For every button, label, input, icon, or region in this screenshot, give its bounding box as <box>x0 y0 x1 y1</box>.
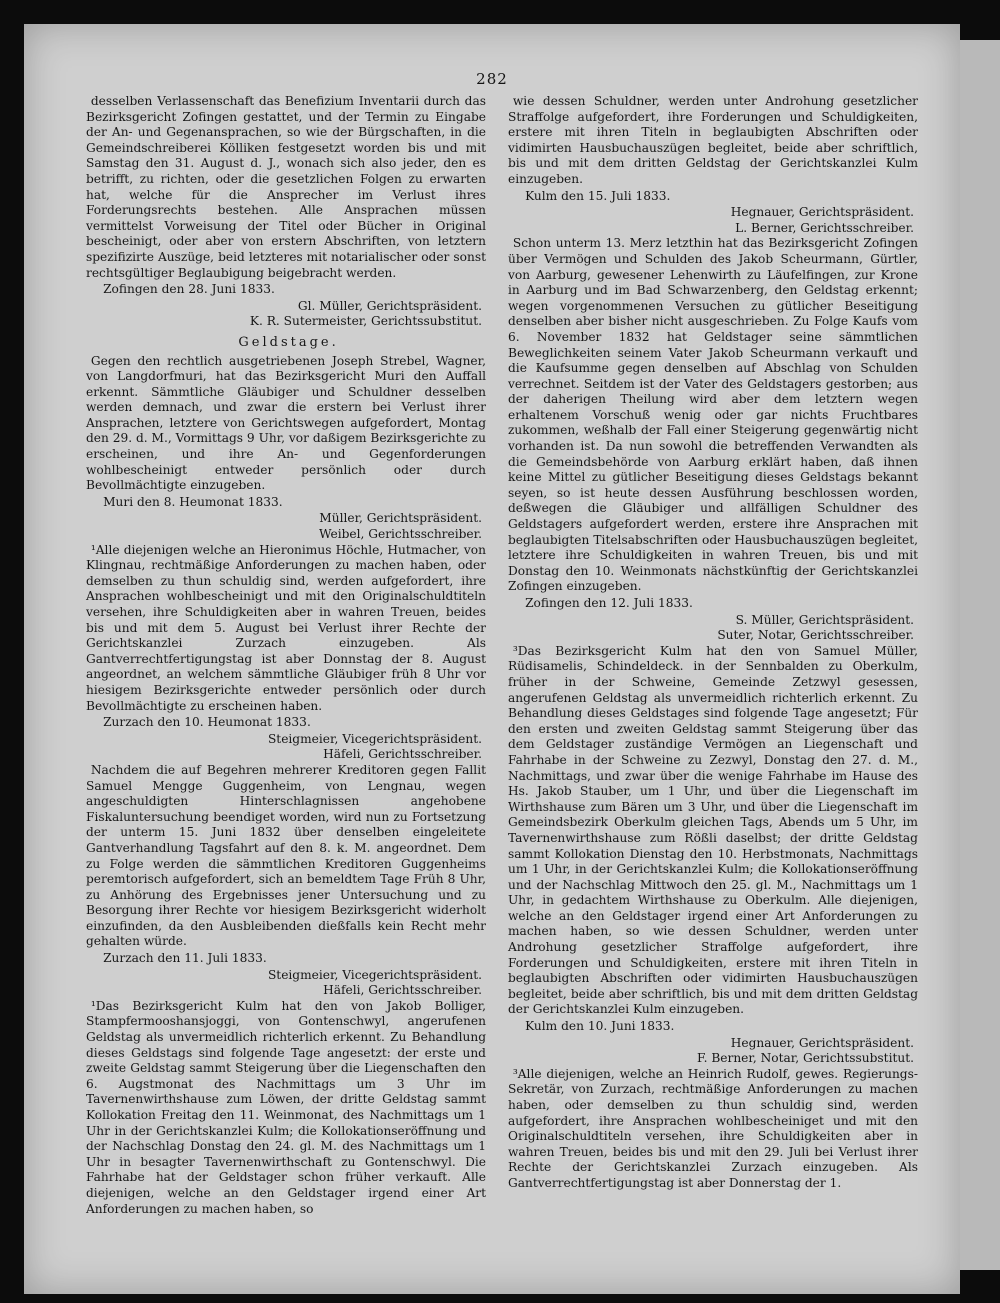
left-signature-line: Weibel, Gerichtsschreiber. <box>318 527 482 542</box>
left-column <box>86 94 486 1218</box>
right-signature-line: S. Müller, Gerichtspräsident. <box>735 612 914 627</box>
left-signature-line: Häfeli, Gerichtsschreiber. <box>323 983 482 998</box>
right-signature-line: F. Berner, Notar, Gerichtssubstitut. <box>697 1051 914 1066</box>
right-signature-line: Suter, Notar, Gerichtsschreiber. <box>717 628 914 643</box>
right-notice-paragraph: wie dessen Schuldner, werden unter Androhung gesetzlicher Straffolge aufgefordert, ihre Forderungen und Schuldigkeiten, erstere mit ihren Titeln in beglaubigten Abschriften oder vidimirten Hausbuchauszügen begleitet, beide aber schriftlich, bis und mit dem dritten Geldstag der Gerichtskanzlei Kulm einzugeben. <box>508 94 918 186</box>
left-dateline: Muri den 8. Heumonat 1833. <box>103 494 283 509</box>
right-notice-paragraph: Schon unterm 13. Merz letzthin hat das Bezirksgericht Zofingen über Vermögen und Schulden des Jakob Scheurmann, Gürtler, von Aarburg, gewesener Lehenwirth zu Läufelfingen, zur Krone in Aarburg und im Bad Schwarzenberg, den Geldstag erkennt; wegen vorgenommenen Versuchen zu gütlicher Beseitigung denselben aber bisher nicht ausgeschrieben. Zu Folge Kaufs vom 6. November 1832 hat Geldstager seine sämmtlichen Beweglichkeiten seinem Vater Jakob Scheurmann verkauft und die Kaufsumme gegen denselben auf Abschlag von Schulden verrechnet. Seitdem ist der Vater des Geldstagers gestorben; aus der daherigen Theilung wird aber dem letztern wegen erhaltenem Vorschuß wenig oder gar nichts Fruchtbares zukommen, weßhalb der Fall einer Steigerung gegenwärtig nicht vorhanden ist. Da nun sowohl die betreffenden Verwandten als die Gemeindsbehörde von Aarburg erklärt haben, daß ihnen keine Mittel zu gütlicher Beseitigung dieses Geldstags bekannt seyen, so ist heute dessen Ausführung beschlossen worden, deßwegen die Gläubiger und allfälligen Schuldner des Geldstagers aufgefordert werden, erstere ihre Ansprachen mit beglaubigten Titelsabschriften oder Hausbuchauszügen begleitet, letztere ihre Schuldigkeiten in wahren Treuen, bis und mit Donstag den 10. Weinmonats nächstkünftig der Gerichtskanzlei Zofingen einzugeben. <box>508 236 918 594</box>
left-dateline: Zofingen den 28. Juni 1833. <box>103 282 275 297</box>
left-signature-line: Gl. Müller, Gerichtspräsident. <box>297 298 482 313</box>
left-notice-paragraph: Nachdem die auf Begehren mehrerer Kreditoren gegen Fallit Samuel Mengge Guggenheim, von Lengnau, wegen angeschuldigten Hinterschlagnissen angehobene Fiskaluntersuchung beendiget worden, wird nun zu Fortsetzung der unterm 15. Juni 1832 über denselben eingeleitete Gantverhandlung Tagsfahrt auf den 8. k. M. angeordnet. Dem zu Folge werden die sämmtlichen Kreditoren Guggenheims peremtorisch aufgefordert, sich an bemeldtem Tage Früh 8 Uhr, zu Anhörung des Ergebnisses jener Untersuchung und zu Besorgung ihrer Rechte vor hiesigem Bezirksgericht widerholt einzufinden, da den Ausbleibenden dießfalls kein Recht mehr gehalten würde. <box>86 762 486 949</box>
right-notice-paragraph: ³Alle diejenigen, welche an Heinrich Rudolf, gewes. Regierungs-Sekretär, von Zurzach, rechtmäßige Anforderungen zu machen haben, oder demselben zu thun schuldig sind, werden aufgefordert, ihre Ansprachen wohlbescheiniget und mit den Originalschuldtiteln versehen, ihre Schuldigkeiten aber in wahren Treuen, beides bis und mit den 29. Juli bei Verlust ihrer Rechte der Gerichtskanzlei Zurzach einzugeben. Als Gantverrechtfertigungstag ist aber Donnerstag der 1. <box>508 1066 918 1190</box>
right-dateline: Kulm den 15. Juli 1833. <box>525 188 671 203</box>
page-number: 282 <box>476 70 508 88</box>
adjacent-page-edge <box>960 40 1000 1270</box>
left-notice-paragraph: ¹Alle diejenigen welche an Hieronimus Höchle, Hutmacher, von Klingnau, rechtmäßige Anforderungen zu machen haben, oder demselben zu thun schuldig sind, werden aufgefordert, ihre Ansprachen wohlbescheinigt und mit den Originalschuldtiteln versehen, ihre Schuldigkeiten aber in wahren Treuen, beides bis und mit dem 5. August bei Verlust ihrer Rechte der Gerichtskanzlei Zurzach einzugeben. Als Gantverrechtfertigungstag ist aber Donnstag der 8. August angeordnet, an welchem sämmtliche Gläubiger früh 8 Uhr vor hiesigem Bezirksgerichte entweder persönlich oder durch Bevollmächtigte zu erscheinen haben. <box>86 542 486 713</box>
left-notice-paragraph: Gegen den rechtlich ausgetriebenen Joseph Strebel, Wagner, von Langdorfmuri, hat das Bezirksgericht Muri den Auffall erkennt. Sämmtliche Gläubiger und Schuldner desselben werden demnach, und zwar die erstern bei Verlust ihrer Ansprachen, letztere von Gerichtswegen aufgefordert, Montag den 29. d. M., Vormittags 9 Uhr, vor daßigem Bezirksgerichte zu erscheinen, und ihre An- und Gegenforderungen wohlbescheinigt entweder persönlich oder durch Bevollmächtigte einzugeben. <box>86 353 487 493</box>
right-signature-line: Hegnauer, Gerichtspräsident. <box>730 1035 914 1050</box>
left-dateline: Zurzach den 11. Juli 1833. <box>103 951 267 966</box>
newspaper-page <box>24 24 960 1294</box>
right-notice-paragraph: ³Das Bezirksgericht Kulm hat den von Samuel Müller, Rüdisamelis, Schindeldeck. in der Sennbalden zu Oberkulm, früher in der Schweine, Gemeinde Zetzwyl gesessen, angerufenen Geldstag als unvermeidlich richterlich erkennt. Zu Behandlung dieses Geldstages sind folgende Tage angesetzt; Für den ersten und zweiten Geldstag sammt Steigerung über das dem Geldstager zuständige Vermögen an Liegenschaft und Fahrhabe in der Schweine zu Zezwyl, Donstag den 27. d. M., Nachmittags, und zwar über die wenige Fahrhabe im Hause des Hs. Jakob Stauber, um 1 Uhr, und über die Liegenschaft im Wirthshause zum Bären um 3 Uhr, und über die Liegenschaft im Gemeindsbezirk Oberkulm gleichen Tags, Abends um 5 Uhr, im Tavernenwirthshause zum Rößli daselbst; der dritte Geldstag sammt Kollokation Dienstag den 10. Herbstmonats, Nachmittags um 1 Uhr, in der Gerichtskanzlei Kulm; die Kollokationseröffnung und der Nachschlag Mittwoch den 25. gl. M., Nachmittags um 1 Uhr, in gedachtem Wirthshause zu Oberkulm. Alle diejenigen, welche an den Geldstager irgend einer Art Anforderungen zu machen haben, so wie dessen Schuldner, werden unter Androhung gesetzlicher Straffolge aufgefordert, ihre Forderungen und Schuldigkeiten, erstere mit ihren Titeln in beglaubigten Abschriften oder vidimirten Hausbuchauszügen begleitet, beide aber schriftlich, bis und mit dem dritten Geldstag der Gerichtskanzlei Kulm einzugeben. <box>508 643 918 1017</box>
left-signature-line: Steigmeier, Vicegerichtspräsident. <box>267 967 482 982</box>
left-notice-paragraph: ¹Das Bezirksgericht Kulm hat den von Jakob Bolliger, Stampfermooshansjoggi, von Gontenschwyl, angerufenen Geldstag als unvermeidlich richterlich erkennt. Zu Behandlung dieses Geldstags sind folgende Tage angesetzt: der erste und zweite Geldstag sammt Steigerung über die Liegenschaften den 6. Augstmonat des Nachmittags um 3 Uhr im Tavernenwirthshause zum Löwen, der dritte Geldstag sammt Kollokation Freitag den 11. Weinmonat, des Nachmittags um 1 Uhr in der Gerichtskanzlei Kulm; die Kollokationseröffnung und der Nachschlag Donstag den 24. gl. M. des Nachmittags um 1 Uhr in besagter Tavernenwirthschaft zu Gontenschwyl. Die Fahrhabe hat der Geldstager schon früher verkauft. Alle diejenigen, welche an den Geldstager irgend einer Art Anforderungen zu machen haben, so <box>86 998 486 1216</box>
right-signature-line: L. Berner, Gerichtsschreiber. <box>735 220 914 235</box>
left-dateline: Zurzach den 10. Heumonat 1833. <box>103 715 311 730</box>
left-signature-line: K. R. Sutermeister, Gerichtssubstitut. <box>249 314 482 329</box>
right-signature-line: Hegnauer, Gerichtspräsident. <box>730 205 914 220</box>
right-dateline: Zofingen den 12. Juli 1833. <box>525 596 693 610</box>
left-signature-line: Steigmeier, Vicegerichtspräsident. <box>267 731 482 746</box>
left-signature-line: Häfeli, Gerichtsschreiber. <box>323 747 482 762</box>
left-notice-paragraph: desselben Verlassenschaft das Benefizium Inventarii durch das Bezirksgericht Zofingen gestattet, und der Termin zu Eingabe der An- und Gegenansprachen, so wie der Bürgschaften, in die Gemeindschreiberei Kölliken festgesetzt worden bis und mit Samstag den 31. August d. J., wonach sich also jeder, den es betrifft, zu richten, oder die gesetzlichen Folgen zu erwarten hat, welche für die Ansprecher im Verlust ihres Forderungsrechts bestehen. Alle Ansprachen müssen vermittelst Vorweisung der Titel oder Bücher in Original bescheinigt, oder aber von erstern Abschriften, von letztern spezifizirte Auszüge, beid letzteres mit notarialischer oder sonst rechtsgültiger Beglaubigung beigebracht werden. <box>86 94 486 280</box>
right-dateline: Kulm den 10. Juni 1833. <box>525 1019 675 1034</box>
left-section-heading: Geldstage. <box>238 334 339 350</box>
left-signature-line: Müller, Gerichtspräsident. <box>319 511 482 526</box>
right-column <box>508 94 918 1193</box>
